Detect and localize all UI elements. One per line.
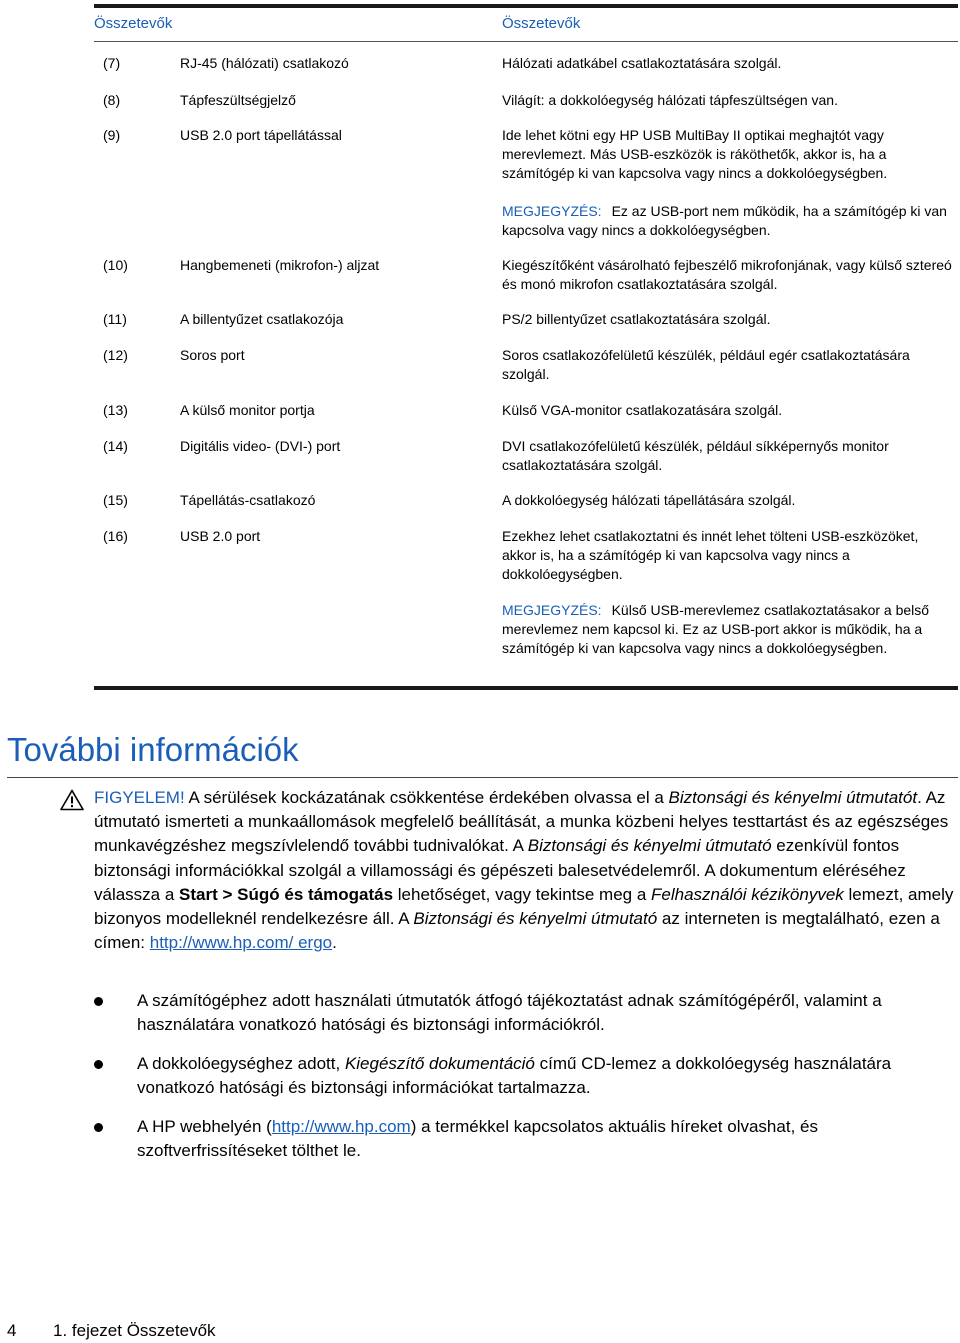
row-number: (10)	[103, 257, 128, 273]
table-header-component: Összetevők	[94, 15, 173, 32]
bullet-icon	[94, 1060, 103, 1069]
row-description: A dokkolóegység hálózati tápellátására szolgál.	[502, 492, 796, 508]
row-description: Hálózati adatkábel csatlakoztatására szolgál.	[502, 55, 782, 71]
row-component: Tápellátás-csatlakozó	[180, 492, 316, 508]
guide-title: Biztonsági és kényelmi útmutató	[413, 909, 658, 929]
row-component: USB 2.0 port tápellátással	[180, 127, 342, 143]
doc-title: Kiegészítő dokumentáció	[344, 1054, 535, 1073]
chapter-title: 1. fejezet Összetevők	[53, 1321, 216, 1340]
row-component: Tápfeszültségjelző	[180, 92, 296, 108]
hp-link[interactable]: http://www.hp.com	[271, 1117, 411, 1136]
section-rule	[7, 777, 958, 778]
row-component: A külső monitor portja	[180, 402, 315, 418]
row-number: (12)	[103, 347, 128, 363]
table-header	[94, 8, 958, 42]
row-number: (15)	[103, 492, 128, 508]
row-component: Digitális video- (DVI-) port	[180, 438, 341, 454]
page-number: 4	[7, 1321, 17, 1340]
row-description: Ide lehet kötni egy HP USB MultiBay II optikai meghajtót vagy merevlemezt. Más USB-eszközök is ráköthetők, akkor is, ha a számítógép ki van kapcsolva vagy nincs a dokkolóegységben.	[502, 127, 888, 182]
warning-paragraph: FIGYELEM! A sérülések kockázatának csökkentése érdekében olvassa el a Biztonsági és kényelmi útmutatót. Az útmutató ismerteti a munkaállomások megfelelő beállítását, a munka közbeni helyes testtartást és az egészséges munkavégzéshez megszívlelendő további tudnivalókat. A Biztonsági és kényelmi útmutató ezenkívül fontos biztonsági információkkal szolgál a villamossági és gépészeti balesetvédelemről. A dokumentum eléréséhez válassza a Start > Súgó és támogatás lehetőséget, vagy tekintse meg a Felhasználói kézikönyvek lemezt, amely bizonyos modelleknél rendelkezésre áll. A Biztonsági és kényelmi útmutató az interneten is megtalálható, ezen a címen: http://www.hp.com/ ergo.	[94, 788, 954, 953]
row-component: A billentyűzet csatlakozója	[180, 311, 344, 327]
note-text: Ez az USB-port nem működik, ha a számítógép ki van kapcsolva vagy nincs a dokkolóegységben.	[502, 203, 947, 239]
row-number: (14)	[103, 438, 128, 454]
row-number: (16)	[103, 528, 128, 544]
row-description: Világít: a dokkolóegység hálózati tápfeszültségen van.	[502, 92, 838, 108]
section-title: További információk	[7, 731, 299, 768]
table-header-rule	[94, 41, 958, 42]
row-number: (9)	[103, 127, 121, 143]
row-description: DVI csatlakozófelületű készülék, például síkképernyős monitor csatlakoztatására szolgál.	[502, 438, 889, 474]
row-description: PS/2 billentyűzet csatlakoztatására szolgál.	[502, 311, 771, 327]
ergo-link[interactable]: http://www.hp.com/ ergo	[149, 933, 333, 953]
row-description: Ezekhez lehet csatlakoztatni és innét lehet tölteni USB-eszközöket, akkor is, ha a számítógép ki van kapcsolva vagy nincs a dokkolóegységben.	[502, 528, 919, 583]
row-description: Külső VGA-monitor csatlakozatására szolgál.	[502, 402, 783, 418]
row-component: Hangbemeneti (mikrofon-) aljzat	[180, 257, 380, 273]
note-label: MEGJEGYZÉS:	[502, 203, 602, 219]
note-label: MEGJEGYZÉS:	[502, 602, 602, 618]
row-component: RJ-45 (hálózati) csatlakozó	[180, 55, 349, 71]
manuals-disc: Felhasználói kézikönyvek	[651, 884, 844, 904]
row-component: Soros port	[180, 347, 245, 363]
row-number: (13)	[103, 402, 128, 418]
warning-label: FIGYELEM!	[94, 788, 185, 807]
table-header-description: Összetevők	[502, 15, 581, 32]
note-text: Külső USB-merevlemez csatlakoztatásakor a belső merevlemez nem kapcsol ki. Ez az USB-port akkor is működik, ha a számítógép ki van kapcsolva vagy nincs a dokkolóegységben.	[502, 602, 930, 657]
guide-title: Biztonsági és kényelmi útmutató	[527, 836, 772, 856]
row-number: (11)	[103, 311, 127, 327]
row-number: (8)	[103, 92, 121, 108]
row-description: Soros csatlakozófelületű készülék, például egér csatlakoztatására szolgál.	[502, 347, 910, 383]
row-description: Kiegészítőként vásárolható fejbeszélő mikrofonjának, vagy külső sztereó és monó mikrofon csatlakoztatására szolgál.	[502, 257, 952, 293]
bullet-icon	[94, 997, 103, 1006]
warning-triangle-icon	[60, 789, 84, 811]
note	[502, 601, 954, 659]
row-number: (7)	[103, 55, 121, 71]
table-bottom-rule	[94, 686, 958, 690]
row-component: USB 2.0 port	[180, 528, 261, 544]
bullet-icon	[94, 1123, 103, 1132]
note	[502, 202, 954, 240]
guide-title: Biztonsági és kényelmi útmutatót	[668, 788, 918, 807]
menu-path: Start > Súgó és támogatás	[179, 884, 394, 904]
